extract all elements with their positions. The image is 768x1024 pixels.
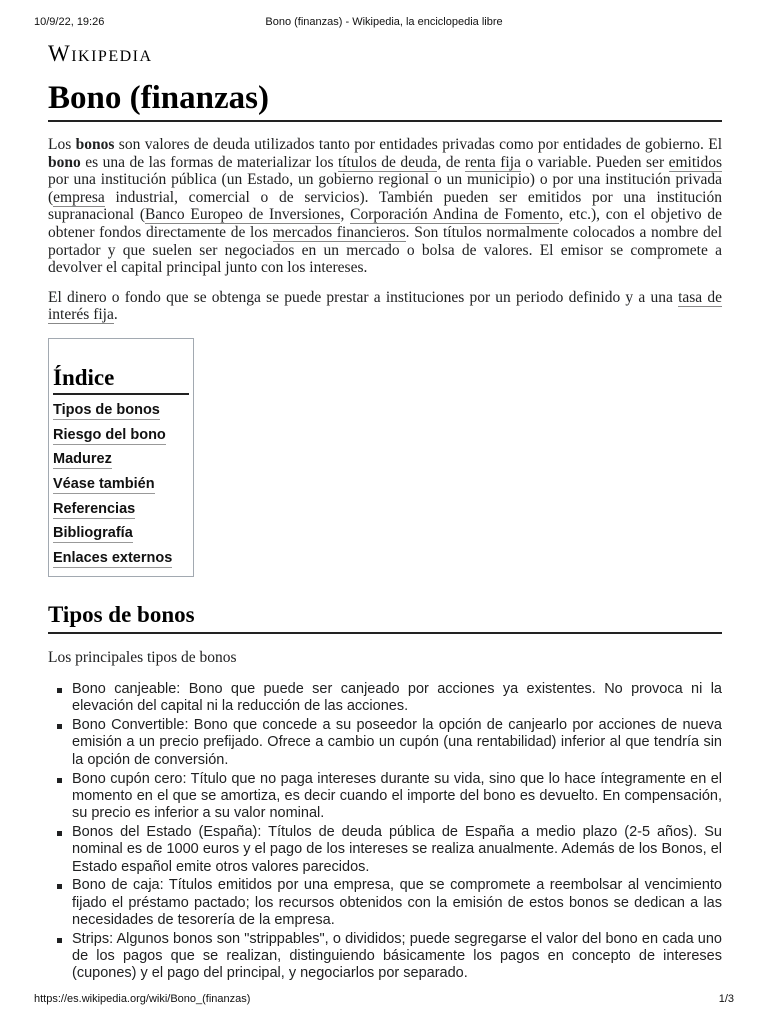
toc-item-madurez[interactable]: Madurez xyxy=(53,451,112,468)
wikipedia-wordmark[interactable]: Wikipedia xyxy=(48,41,153,66)
page-number: 1/3 xyxy=(718,993,734,1005)
term-bono: bono xyxy=(48,153,81,171)
list-item: Bono canjeable: Bono que puede ser canjeado por acciones ya existentes. No provoca ni la elevación del capital ni la reducción de las acciones. xyxy=(56,681,722,716)
toc-title: Índice xyxy=(53,365,189,395)
toc-item-riesgo-del-bono[interactable]: Riesgo del bono xyxy=(53,426,166,443)
link-emitidos[interactable]: emitidos xyxy=(668,153,722,171)
print-header xyxy=(34,16,734,30)
intro-paragraph-1: Los bonos son valores de deuda utilizados tanto por entidades privadas como por entidades de gobierno. El bono es una de las formas de materializar los títulos de deuda, de renta fija o variable. Pueden ser emitidos por una institución pública (un Estado, un gobierno regional o un municipio) o por una institución privada (empresa industrial, comercial o de servicios). También pueden ser emitidos por una institución supranacional (Banco Europeo de Inversiones, Corporación Andina de Fomento, etc.), con el objetivo de obtener fondos directamente de los mercados financieros. Son títulos normalmente colocados a nombre del portador y que suelen ser negociados en un mercado o bolsa de valores. El emisor se compromete a devolver el capital principal junto con los intereses. xyxy=(48,136,723,277)
print-page-title: Bono (finanzas) - Wikipedia, la enciclopedia libre xyxy=(265,16,503,28)
link-banco-europeo-de-inversiones[interactable]: Banco Europeo de Inversiones xyxy=(145,206,341,224)
page-title: Bono (finanzas) xyxy=(48,78,722,122)
bond-types-list xyxy=(48,681,722,983)
link-empresa[interactable]: empresa xyxy=(53,188,105,206)
table-of-contents xyxy=(48,338,194,577)
toc-item-enlaces-externos[interactable]: Enlaces externos xyxy=(53,550,173,567)
intro-paragraph-2: El dinero o fondo que se obtenga se puede prestar a instituciones por un periodo definido y a una tasa de interés fija. xyxy=(48,288,722,324)
article-content xyxy=(48,40,722,984)
section-intro: Los principales tipos de bonos xyxy=(48,649,237,667)
link-titulos-de-deuda[interactable]: títulos de deuda xyxy=(337,153,438,171)
link-tasa-de-interes-fija[interactable]: tasa de interés fija xyxy=(48,288,722,324)
toc-item-bibliografia[interactable]: Bibliografía xyxy=(53,525,133,542)
term-bonos: bonos xyxy=(75,136,115,153)
link-renta-fija[interactable]: renta fija xyxy=(464,153,521,171)
link-corporacion-andina-de-fomento[interactable]: Corporación Andina de Fomento xyxy=(350,206,560,224)
print-date: 10/9/22, 19:26 xyxy=(34,16,105,28)
print-url: https://es.wikipedia.org/wiki/Bono_(finanzas) xyxy=(34,993,251,1005)
list-item: Bonos del Estado (España): Títulos de deuda pública de España a medio plazo (2-5 años). Su nominal es de 1000 euros y el pago de los intereses se realiza anualmente. Además de los Bonos, el Estado español emite otros valores parecidos. xyxy=(56,824,722,876)
link-mercados-financieros[interactable]: mercados financieros xyxy=(272,223,406,241)
toc-item-vease-tambien[interactable]: Véase también xyxy=(53,476,155,492)
article-intro xyxy=(48,136,722,324)
list-item: Bono cupón cero: Título que no paga intereses durante su vida, sino que lo hace íntegramente en el momento en el que se amortiza, es decir cuando el importe del bono es devuelto. En compensación, su precio es inferior a su valor nominal. xyxy=(56,771,722,823)
section-title-tipos-de-bonos: Tipos de bonos xyxy=(48,600,722,634)
list-item: Bono de caja: Títulos emitidos por una empresa, que se compromete a reembolsar al vencimiento fijado el préstamo pactado; los recursos obtenidos con la emisión de estos bonos se dedican a las necesidades de tesorería de la empresa. xyxy=(56,877,722,929)
print-footer xyxy=(34,993,734,1007)
list-item: Strips: Algunos bonos son "strippables", o divididos; puede segregarse el valor del bono en cada uno de los pagos que se realizan, distinguiendo básicamente los pagos en concepto de intereses (cupones) y el pago del principal, y negociarlos por separado. xyxy=(56,931,722,983)
toc-item-referencias[interactable]: Referencias xyxy=(53,500,136,517)
list-item: Bono Convertible: Bono que concede a su poseedor la opción de canjearlo por acciones de nueva emisión a un precio prefijado. Ofrece a cambio un cupón (una rentabilidad) inferior al que tendría sin la opción de conversión. xyxy=(56,717,722,769)
toc-item-tipos-de-bonos[interactable]: Tipos de bonos xyxy=(53,401,160,418)
